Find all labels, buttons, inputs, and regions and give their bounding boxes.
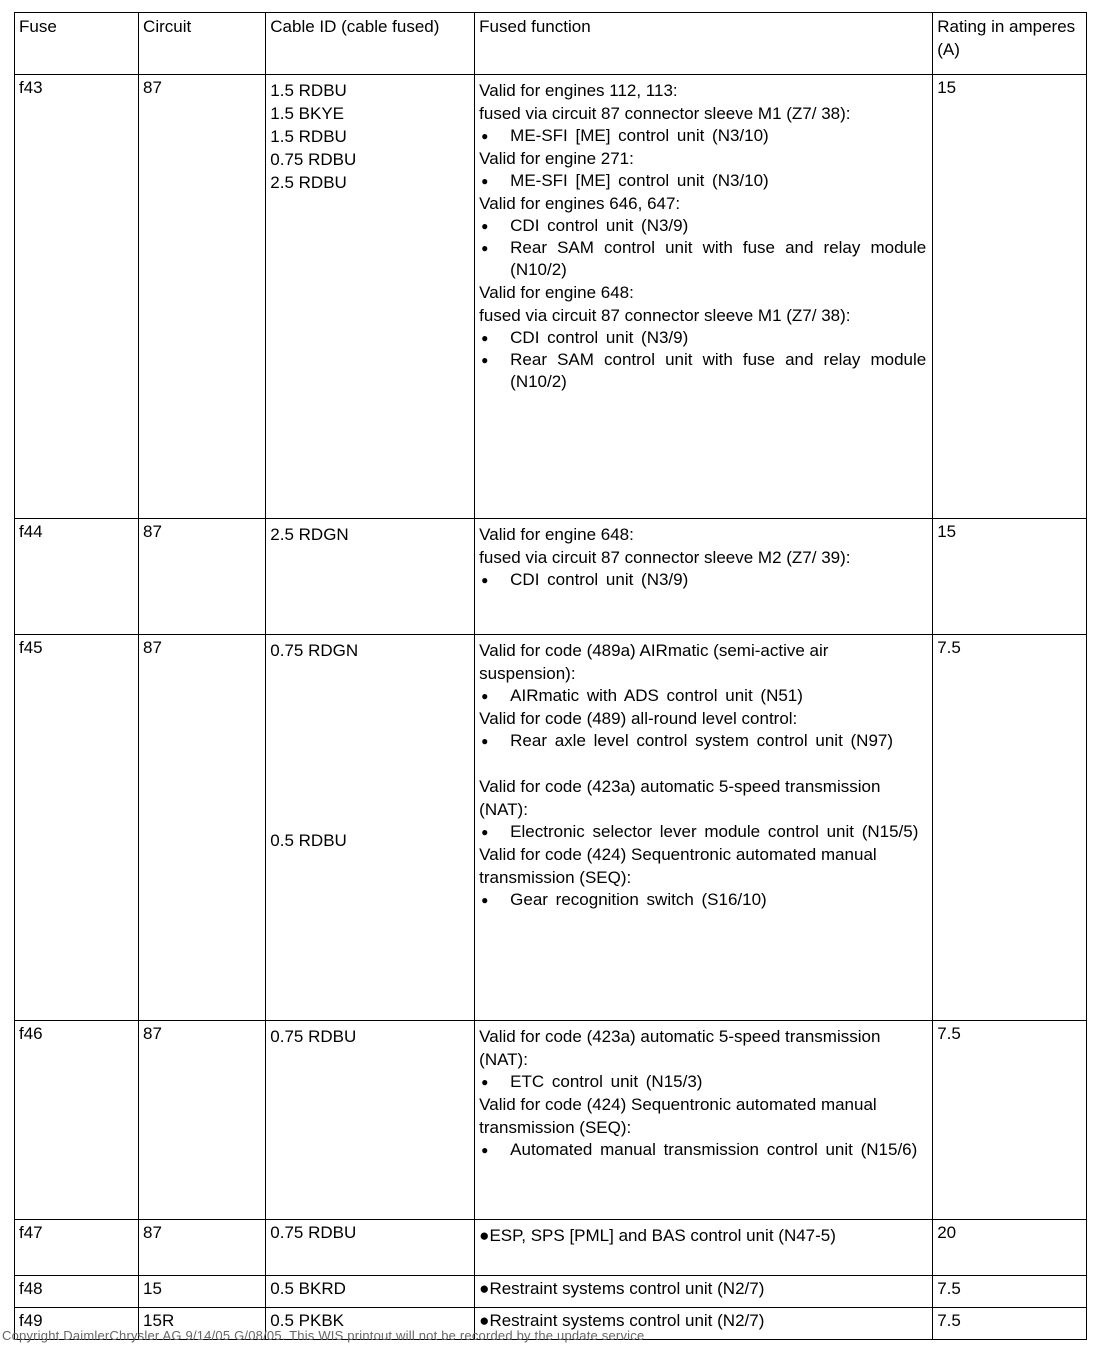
function-bullet <box>479 685 928 707</box>
function-text: fused via circuit 87 connector sleeve M2 (Z7/ 39): <box>479 548 851 567</box>
rating-cell: 7.5 <box>933 1276 1087 1308</box>
circuit-cell: 87 <box>139 1220 266 1276</box>
bullet-icon: ● <box>481 174 489 188</box>
function-text: Valid for code (423a) automatic 5-speed transmission (NAT): <box>479 1027 881 1069</box>
bullet-text: Electronic selector lever module control unit (N15/5) <box>510 822 919 841</box>
function-bullet <box>479 170 928 192</box>
copyright-footer: Copyright DaimlerChrysler AG 9/14/05 G/08/05. This WIS printout will not be recorded by the update service <box>2 1328 645 1343</box>
cable-id: 0.5 BKRD <box>270 1279 346 1298</box>
function-text: fused via circuit 87 connector sleeve M1 (Z7/ 38): <box>479 104 851 123</box>
fuse-cell: f47 <box>15 1220 139 1276</box>
function-bullet <box>479 125 928 147</box>
cable-cell <box>266 75 475 519</box>
bullet-text: Rear axle level control system control unit (N97) <box>510 731 894 750</box>
table-row <box>15 75 1087 519</box>
cable-cell <box>266 1220 475 1276</box>
circuit-cell: 15R <box>139 1308 266 1340</box>
cable-cell <box>266 635 475 1021</box>
function-cell <box>475 75 933 519</box>
bullet-icon: ● <box>481 734 489 748</box>
bullet-text: ETC control unit (N15/3) <box>510 1072 703 1091</box>
header-cable-id: Cable ID (cable fused) <box>266 13 475 75</box>
header-circuit: Circuit <box>139 13 266 75</box>
function-text: Valid for engine 271: <box>479 149 634 168</box>
table-row <box>15 519 1087 635</box>
cable-id: 0.75 RDBU <box>270 1223 357 1242</box>
table-row <box>15 635 1087 1021</box>
function-text: Valid for code (489a) AIRmatic (semi-active air suspension): <box>479 641 829 683</box>
fuse-cell: f48 <box>15 1276 139 1308</box>
bullet-text: Gear recognition switch (S16/10) <box>510 890 767 909</box>
header-fused-function: Fused function <box>475 13 933 75</box>
function-bullet <box>479 889 928 911</box>
function-bullet <box>479 237 928 281</box>
circuit-cell: 15 <box>139 1276 266 1308</box>
cable-cell <box>266 1021 475 1220</box>
cable-id: 2.5 RDBU <box>270 173 347 192</box>
cable-id: 1.5 BKYE <box>270 104 344 123</box>
bullet-icon: ● <box>481 893 489 907</box>
bullet-icon: ● <box>479 1279 490 1298</box>
bullet-text: ME-SFI [ME] control unit (N3/10) <box>510 171 769 190</box>
bullet-icon: ● <box>481 573 489 587</box>
rating-cell: 15 <box>933 519 1087 635</box>
bullet-icon: ● <box>481 219 489 233</box>
function-cell <box>475 1276 933 1308</box>
function-bullet <box>479 1221 928 1247</box>
header-row <box>15 13 1087 75</box>
circuit-cell: 87 <box>139 75 266 519</box>
function-text: Valid for engine 648: <box>479 283 634 302</box>
function-bullet <box>479 1277 928 1300</box>
cable-id: 0.75 RDBU <box>270 1027 357 1046</box>
function-cell <box>475 635 933 1021</box>
fuse-cell: f46 <box>15 1021 139 1220</box>
function-cell <box>475 1220 933 1276</box>
table-row <box>15 1220 1087 1276</box>
rating-cell: 7.5 <box>933 1308 1087 1340</box>
function-bullet <box>479 821 928 843</box>
fuse-cell: f43 <box>15 75 139 519</box>
function-bullet <box>479 349 928 393</box>
function-bullet <box>479 569 928 591</box>
bullet-text: ME-SFI [ME] control unit (N3/10) <box>510 126 769 145</box>
bullet-icon: ● <box>481 825 489 839</box>
cable-cell <box>266 1276 475 1308</box>
bullet-text: CDI control unit (N3/9) <box>510 328 689 347</box>
cable-id: 1.5 RDBU <box>270 127 347 146</box>
bullet-icon: ● <box>481 689 489 703</box>
function-text: Valid for code (424) Sequentronic automated manual transmission (SEQ): <box>479 1095 877 1137</box>
fuse-cell: f44 <box>15 519 139 635</box>
table-row <box>15 1021 1087 1220</box>
rating-cell: 20 <box>933 1220 1087 1276</box>
bullet-icon: ● <box>481 241 489 255</box>
circuit-cell: 87 <box>139 1021 266 1220</box>
function-text: Valid for engine 648: <box>479 525 634 544</box>
function-text: Valid for engines 112, 113: <box>479 81 678 100</box>
bullet-text: Automated manual transmission control unit (N15/6) <box>510 1140 918 1159</box>
cable-id: 0.5 PKBK <box>270 1311 344 1330</box>
circuit-cell: 87 <box>139 635 266 1021</box>
function-bullet <box>479 327 928 349</box>
fuse-cell: f45 <box>15 635 139 1021</box>
bullet-icon: ● <box>481 1143 489 1157</box>
bullet-icon: ● <box>481 129 489 143</box>
bullet-text: ESP, SPS [PML] and BAS control unit (N47-5) <box>489 1226 836 1245</box>
function-text: Valid for code (489) all-round level control: <box>479 709 798 728</box>
cable-id: 2.5 RDGN <box>270 525 349 544</box>
fuse-table <box>14 12 1087 1340</box>
bullet-icon: ● <box>481 331 489 345</box>
bullet-text: CDI control unit (N3/9) <box>510 216 689 235</box>
bullet-icon: ● <box>479 1226 490 1245</box>
circuit-cell: 87 <box>139 519 266 635</box>
cable-id: 1.5 RDBU <box>270 81 347 100</box>
bullet-text: AIRmatic with ADS control unit (N51) <box>510 686 803 705</box>
fuse-cell: f49 <box>15 1308 139 1340</box>
function-bullet <box>479 1139 928 1161</box>
rating-cell: 7.5 <box>933 1021 1087 1220</box>
function-text: Valid for code (423a) automatic 5-speed transmission (NAT): <box>479 777 881 819</box>
function-bullet <box>479 730 928 752</box>
cable-id: 0.75 RDGN <box>270 641 359 660</box>
cable-cell <box>266 519 475 635</box>
bullet-icon: ● <box>481 1075 489 1089</box>
function-text: Valid for code (424) Sequentronic automated manual transmission (SEQ): <box>479 845 877 887</box>
cable-id: 0.5 RDBU <box>270 831 347 850</box>
function-bullet <box>479 1071 928 1093</box>
bullet-text: Restraint systems control unit (N2/7) <box>489 1279 765 1298</box>
bullet-icon: ● <box>479 1311 490 1330</box>
rating-cell: 15 <box>933 75 1087 519</box>
header-rating: Rating in amperes (A) <box>933 13 1087 75</box>
bullet-icon: ● <box>481 353 489 367</box>
bullet-text: CDI control unit (N3/9) <box>510 570 689 589</box>
bullet-text: Rear SAM control unit with fuse and relay module (N10/2) <box>510 350 927 391</box>
rating-cell: 7.5 <box>933 635 1087 1021</box>
function-bullet <box>479 215 928 237</box>
function-cell <box>475 1021 933 1220</box>
cable-id: 0.75 RDBU <box>270 150 357 169</box>
table-row <box>15 1276 1087 1308</box>
function-cell <box>475 519 933 635</box>
function-text: fused via circuit 87 connector sleeve M1 (Z7/ 38): <box>479 306 851 325</box>
bullet-text: Restraint systems control unit (N2/7) <box>489 1311 765 1330</box>
header-fuse: Fuse <box>15 13 139 75</box>
function-text: Valid for engines 646, 647: <box>479 194 681 213</box>
bullet-text: Rear SAM control unit with fuse and relay module (N10/2) <box>510 238 927 279</box>
